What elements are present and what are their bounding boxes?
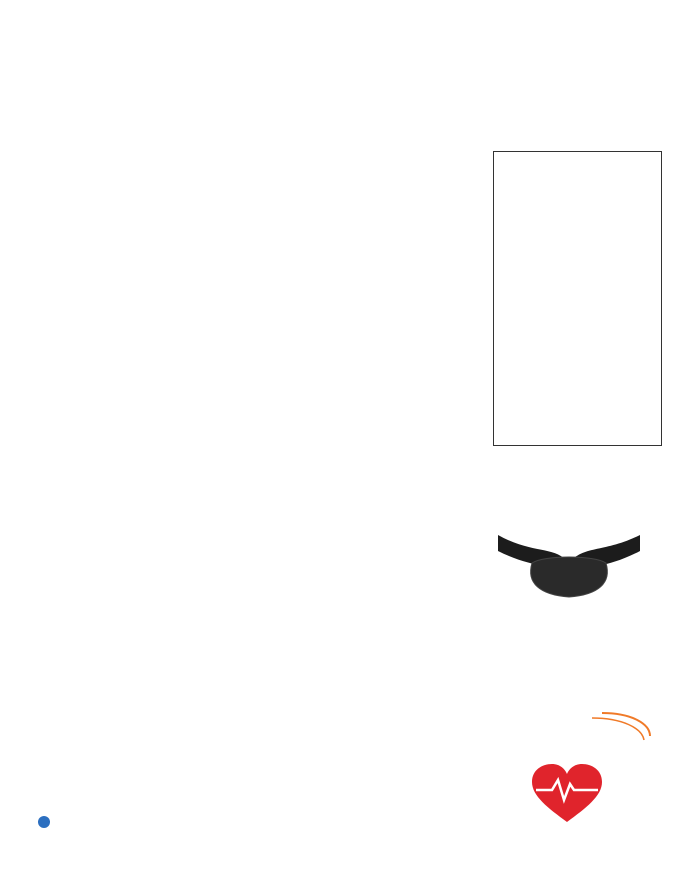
powered-by-polar: [492, 760, 652, 869]
polar-strap-image: [494, 525, 644, 610]
airborne-ball-icon: [38, 816, 50, 828]
zones-table: [493, 151, 662, 446]
zones-header: [500, 133, 507, 148]
max-hr-paragraph: [22, 83, 36, 102]
max-hr-line-2: [22, 83, 36, 102]
drdish-logo: [492, 710, 652, 765]
airborne-logo: [22, 810, 177, 869]
